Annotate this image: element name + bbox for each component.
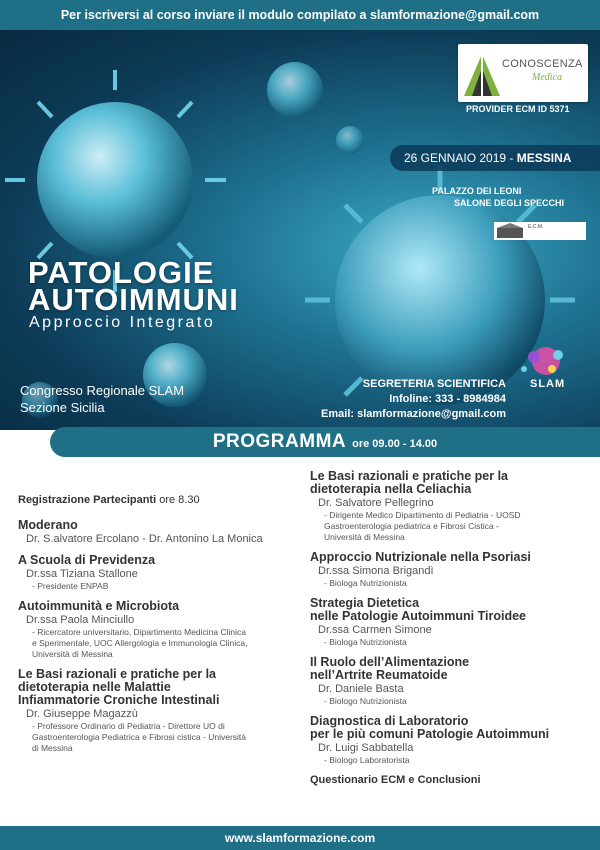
right-column bbox=[310, 470, 592, 795]
registration-block bbox=[18, 494, 292, 507]
speaker-name: Dr.ssa Carmen Simone bbox=[318, 624, 432, 636]
speaker-detail: - Dirigente Medico Dipartimento di Pediatria - UOSD bbox=[324, 510, 521, 520]
caduceus-icon bbox=[462, 48, 502, 98]
speaker-name: Dr. Luigi Sabbatella bbox=[318, 742, 414, 754]
speaker-detail: - Ricercatore universitario, Dipartimento Medicina Clinica bbox=[32, 627, 246, 637]
programme-bar bbox=[50, 427, 600, 457]
speaker-detail: - Biologa Nutrizionista bbox=[324, 637, 407, 647]
speaker-detail: Università di Messina bbox=[324, 532, 405, 542]
session-title: Le Basi razionali e pratiche per la bbox=[310, 469, 508, 483]
registration-time: ore 8.30 bbox=[159, 494, 200, 506]
date-text: 26 GENNAIO 2019 bbox=[404, 151, 507, 165]
speaker-detail: di Messina bbox=[32, 743, 73, 753]
session-title: A Scuola di Previdenza bbox=[18, 553, 156, 567]
session-title: Le Basi razionali e pratiche per la bbox=[18, 667, 216, 681]
speaker-detail: - Biologa Nutrizionista bbox=[324, 578, 407, 588]
speaker-detail: Gastroenterologia pediatrica e Fibrosi Cistica - bbox=[324, 521, 499, 531]
session-psoriasi bbox=[310, 551, 592, 589]
speaker-detail: Università di Messina bbox=[32, 649, 113, 659]
speaker-name: Dr. Salvatore Pellegrino bbox=[318, 497, 434, 509]
speaker-name: Dr. Giuseppe Magazzù bbox=[26, 708, 138, 720]
session-title: nelle Patologie Autoimmuni Tiroidee bbox=[310, 609, 526, 623]
speaker-name: Dr.ssa Simona Brigandì bbox=[318, 565, 434, 577]
secretariat-email: Email: slamformazione@gmail.com bbox=[321, 408, 506, 420]
session-title: dietoterapia nelle Malattie bbox=[18, 680, 171, 694]
session-title: nell’Artrite Reumatoide bbox=[310, 668, 448, 682]
provider-id: PROVIDER ECM ID 5371 bbox=[466, 104, 570, 114]
session-title: Approccio Nutrizionale nella Psoriasi bbox=[310, 550, 531, 564]
city-text: MESSINA bbox=[516, 151, 572, 165]
speaker-name: Dr.ssa Paola Minciullo bbox=[26, 614, 135, 626]
secretariat-phone: Infoline: 333 - 8984984 bbox=[389, 393, 506, 405]
session-title: Strategia Dietetica bbox=[310, 596, 420, 610]
venue-line2: SALONE DEGLI SPECCHI bbox=[454, 198, 565, 208]
congress-line2: Sezione Sicilia bbox=[20, 400, 105, 415]
session-mici bbox=[18, 668, 292, 754]
venue-line1: PALAZZO DEI LEONI bbox=[432, 186, 522, 196]
ecm-label: E.C.M. bbox=[528, 224, 544, 230]
session-microbiota bbox=[18, 600, 292, 660]
speaker-detail: e Sperimentale, UOC Allergologia e Immunologia Clinica, bbox=[32, 638, 248, 648]
session-title: Autoimmunità e Microbiota bbox=[18, 599, 180, 613]
brain-network-icon bbox=[504, 345, 588, 379]
closing-block bbox=[310, 774, 592, 787]
session-laboratorio bbox=[310, 715, 592, 766]
speaker-detail: - Biologo Nutrizionista bbox=[324, 696, 407, 706]
moderators-block bbox=[18, 519, 292, 546]
building-icon bbox=[495, 222, 525, 240]
title-line1: PATOLOGIE bbox=[28, 255, 215, 290]
session-title: Diagnostica di Laboratorio bbox=[310, 714, 469, 728]
date-separator: - bbox=[506, 151, 517, 165]
speaker-name: Dr. Daniele Basta bbox=[318, 683, 404, 695]
session-title: Infiammatorie Croniche Intestinali bbox=[18, 693, 220, 707]
congress-line1: Congresso Regionale SLAM bbox=[20, 383, 185, 398]
title-subtitle: Approccio Integrato bbox=[29, 314, 216, 331]
closing-title: Questionario ECM e Conclusioni bbox=[310, 774, 481, 786]
session-artrite bbox=[310, 656, 592, 707]
ecm-badge bbox=[494, 222, 586, 240]
programme-hours: ore 09.00 - 14.00 bbox=[352, 438, 438, 450]
programme-heading: PROGRAMMA bbox=[212, 431, 347, 452]
event-date bbox=[390, 145, 600, 171]
session-title: per le più comuni Patologie Autoimmuni bbox=[310, 727, 550, 741]
speaker-detail: Gastroenterologia Pediatrica e Fibrosi cistica - Università bbox=[32, 732, 247, 742]
speaker-detail: - Biologo Laboratorista bbox=[324, 755, 410, 765]
registration-title: Registrazione Partecipanti bbox=[18, 494, 157, 506]
conoscenza-medica-logo bbox=[458, 44, 588, 102]
moderators-names: Dr. S.alvatore Ercolano - Dr. Antonino La Monica bbox=[26, 533, 263, 545]
speaker-detail: - Professore Ordinario di Pediatria - Direttore UO di bbox=[32, 721, 225, 731]
logo-line2: Medica bbox=[532, 72, 562, 83]
speaker-detail: - Presidente ENPAB bbox=[32, 581, 109, 591]
session-title: dietoterapia nella Celiachia bbox=[310, 482, 472, 496]
speaker-name: Dr.ssa Tiziana Stallone bbox=[26, 568, 138, 580]
session-title: Il Ruolo dell’Alimentazione bbox=[310, 655, 470, 669]
secretariat-heading: SEGRETERIA SCIENTIFICA bbox=[362, 378, 506, 390]
footer-website[interactable]: www.slamformazione.com bbox=[0, 826, 600, 850]
slam-name: SLAM bbox=[530, 378, 566, 390]
top-banner: Per iscriversi al corso inviare il modulo compilato a slamformazione@gmail.com bbox=[0, 0, 600, 30]
slam-logo bbox=[504, 345, 588, 425]
session-tiroidee bbox=[310, 597, 592, 648]
moderators-title: Moderano bbox=[18, 518, 78, 532]
session-celiachia bbox=[310, 470, 592, 543]
session-previdenza bbox=[18, 554, 292, 592]
title-line2: AUTOIMMUNI bbox=[28, 282, 239, 317]
logo-line1: CONOSCENZA bbox=[502, 58, 583, 70]
left-column bbox=[18, 470, 292, 762]
